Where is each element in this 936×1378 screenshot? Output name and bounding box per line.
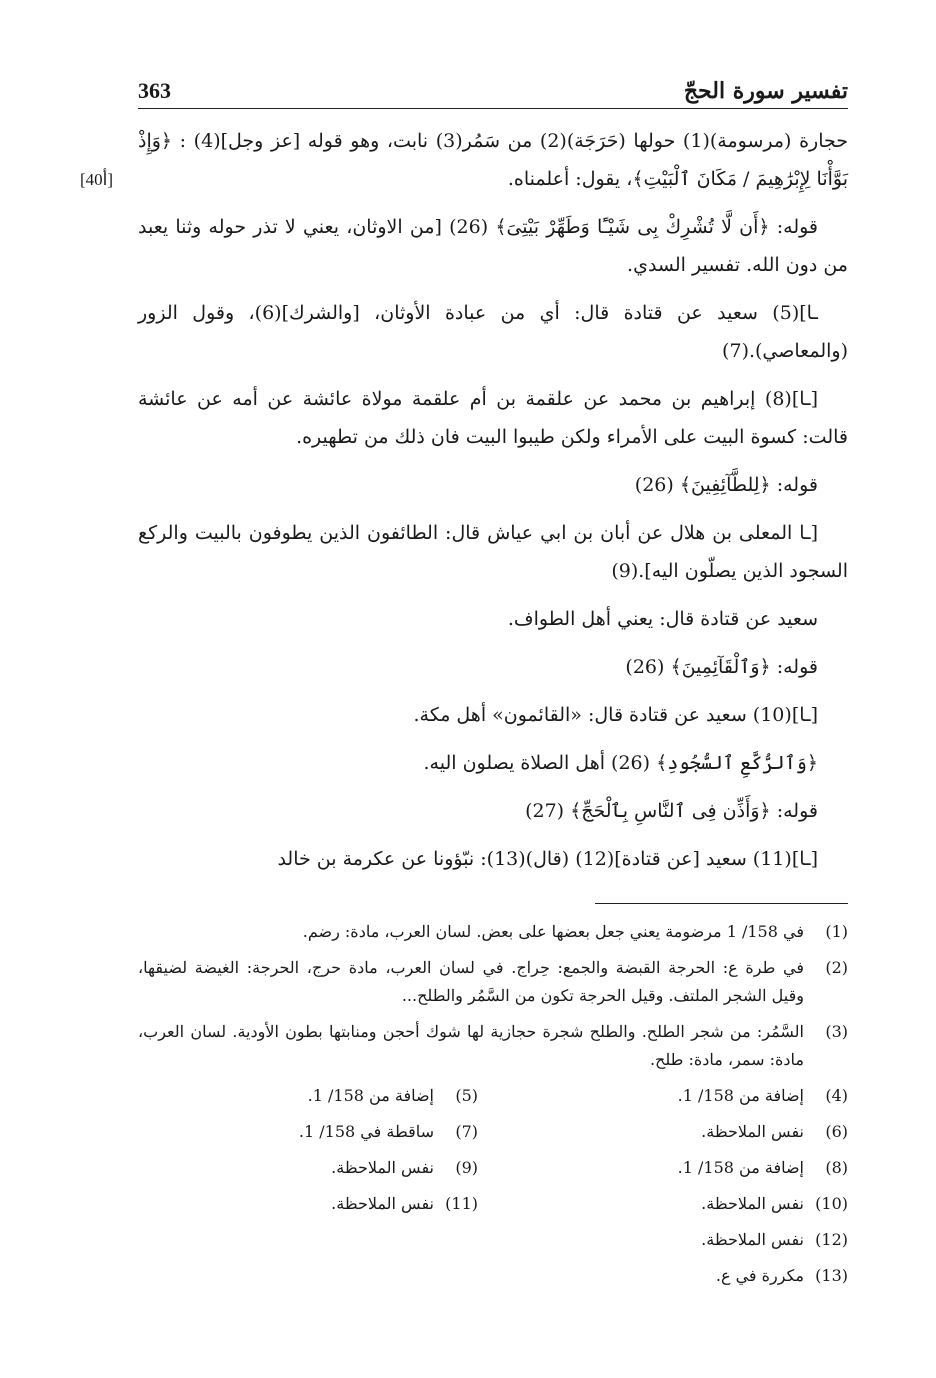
footnote-number: (2) <box>825 958 848 977</box>
footnote-text: نفس الملاحظة. <box>701 1194 804 1213</box>
running-title: تفسير سورة الحجّ <box>683 78 848 104</box>
footnote-text: ساقطة في 158/ 1. <box>298 1122 434 1141</box>
paragraph: [ـا المعلى بن هلال عن أبان بن ابي عياش قال: الطائفون الذين يطوفون بالبيت والركع السجود الذين يصلّون اليه].(9) <box>138 522 848 582</box>
paragraph: [ـا](10) سعيد عن قتادة قال: «القائمون» أهل مكة. <box>413 704 818 726</box>
footnote-number: (8) <box>825 1158 848 1177</box>
paragraph: حجارة (مرسومة)(1) حولها (حَرَجَة)(2) من سَمُر(3) نابت، وهو قوله [عز وجل](4) : ﴿وَإِذْ بَوَّأْنَا لِإِبْرَٰهِيمَ / مَكَانَ ٱلْبَيْتِ﴾، يقول: أعلمناه. <box>138 130 848 190</box>
page-header <box>138 68 848 109</box>
paragraph: [ـا](11) سعيد [عن قتادة](12) (قال)(13): نبّؤونا عن عكرمة بن خالد <box>277 848 818 870</box>
footnote-text: السَّمُر: من شجر الطلح. والطلح شجرة حجازية لها شوك أحجن ومنابتها بطون الأودية. لسان العرب، مادة: سمر، مادة: طلح. <box>138 1022 804 1069</box>
footnote <box>138 1118 478 1146</box>
paragraph: قوله: ﴿وَأَذِّن فِى ٱلنَّاسِ بِٱلْحَجِّ﴾ (27) <box>525 800 818 822</box>
footnote-number: (4) <box>825 1086 848 1105</box>
footnote-text: نفس الملاحظة. <box>331 1158 434 1177</box>
footnote-text: إضافة من 158/ 1. <box>677 1158 804 1177</box>
footnote-number: (5) <box>455 1086 478 1105</box>
main-text <box>138 122 848 888</box>
footnote <box>138 918 848 946</box>
footnote <box>138 1018 848 1074</box>
margin-folio-reference: [40أ] <box>80 170 114 189</box>
footnote-number: (6) <box>825 1122 848 1141</box>
page-number: 363 <box>138 78 171 103</box>
footnote-divider <box>595 903 848 904</box>
paragraph: قوله: ﴿وَٱلْقَآئِمِينَ﴾ (26) <box>625 656 818 678</box>
footnote-grid <box>138 1082 848 1218</box>
footnote <box>138 1082 478 1110</box>
footnote <box>138 1154 478 1182</box>
footnote-number: (10) <box>815 1194 848 1213</box>
footnote <box>508 1190 848 1218</box>
footnote <box>138 1190 478 1218</box>
footnote-number: (7) <box>455 1122 478 1141</box>
footnote-text: في 158/ 1 مرضومة يعني جعل بعضها على بعض. لسان العرب، مادة: رضم. <box>302 922 804 941</box>
footnote-number: (9) <box>455 1158 478 1177</box>
footnote-text: نفس الملاحظة. <box>331 1194 434 1213</box>
footnote-number: (11) <box>445 1194 478 1213</box>
footnote <box>508 1154 848 1182</box>
footnote-text: إضافة من 158/ 1. <box>307 1086 434 1105</box>
paragraph: ﴿وَٱلرُّكَّعِ ٱلسُّجُودِ﴾ (26) أهل الصلاة يصلون اليه. <box>423 752 818 774</box>
paragraph: قوله: ﴿أَن لَّا تُشْرِكْ بِى شَيْـًٔا وَطَهِّرْ بَيْتِىَ﴾ (26) [من الاوثان، يعني لا تذر حوله وثنا يعبد من دون الله. تفسير السدي. <box>138 216 848 276</box>
footnote <box>138 1262 848 1290</box>
paragraph: [ـا](8) إبراهيم بن محمد عن علقمة بن أم علقمة مولاة عائشة عن أمه عن عائشة قالت: كسوة البيت على الأمراء ولكن طيبوا البيت فان ذلك من تطهيره. <box>138 388 848 448</box>
footnote-number: (1) <box>825 922 848 941</box>
footnote-text: في طرة ع: الحرجة القبضة والجمع: حِراج. في لسان العرب، مادة حرج، الحرجة: الغيضة لضيقها، وقيل الشجر الملتف. وقيل الحرجة تكون من السَّمُر والطلح... <box>138 958 804 1005</box>
footnote <box>138 954 848 1010</box>
footnotes <box>138 918 848 1290</box>
footnote-text: إضافة من 158/ 1. <box>677 1086 804 1105</box>
paragraph: سعيد عن قتادة قال: يعني أهل الطواف. <box>507 608 818 630</box>
paragraph: قوله: ﴿لِلطَّآئِفِينَ﴾ (26) <box>634 474 818 496</box>
footnote <box>508 1082 848 1110</box>
footnote-text: نفس الملاحظة. <box>701 1122 804 1141</box>
footnote-number: (13) <box>815 1266 848 1285</box>
footnote <box>138 1226 848 1254</box>
footnote-text: نفس الملاحظة. <box>701 1230 804 1249</box>
footnote-number: (12) <box>815 1230 848 1249</box>
footnote-number: (3) <box>825 1022 848 1041</box>
footnote-text: مكررة في ع. <box>715 1266 804 1285</box>
paragraph: ـا](5) سعيد عن قتادة قال: أي من عبادة الأوثان، [والشرك](6)، وقول الزور (والمعاصي).(7) <box>138 302 848 362</box>
footnote <box>508 1118 848 1146</box>
